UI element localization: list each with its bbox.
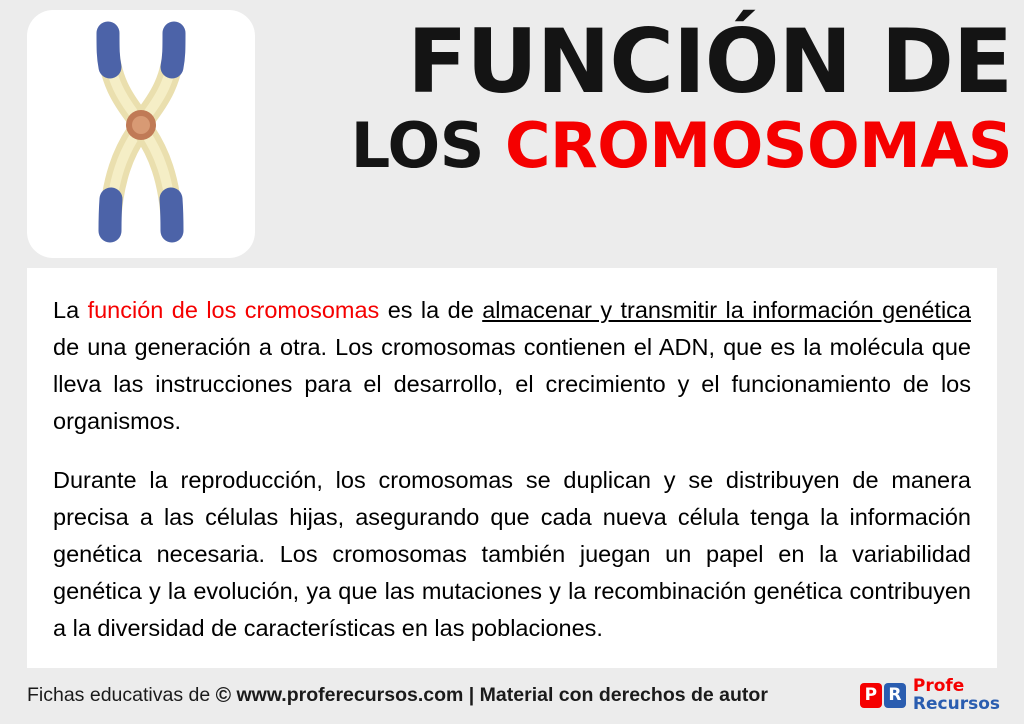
copyright-icon: © [215,684,232,707]
p1-seg-3: es la de [379,297,483,323]
brand-word-profe: Profe [912,676,965,696]
brand-letter-r: R [884,683,906,708]
footer-site-link[interactable]: www.proferecursos.com [236,684,464,706]
title-line-2-prefix: LOS [350,109,505,182]
brand-logo[interactable] [860,678,1000,713]
brand-letter-p: P [860,683,882,708]
paragraph-2: Durante la reproducción, los cromosomas se duplican y se distribuyen de manera precisa a las células hijas, asegurando que cada nueva célula tenga la información genética necesaria. Los cromosomas también juegan un papel en la variabilidad genética y la evolución, ya que las mutaciones y la recombinación genética contribuyen a la diversidad de características en las poblaciones. [53,467,971,641]
brand-mark [860,683,906,708]
header [0,0,1024,268]
p1-seg-5: de una generación a otra. Los cromosomas contienen el ADN, que es la molécula que lleva las instrucciones para el desarrollo, el crecimiento y el funcionamiento de los organismos. [53,334,971,434]
content-card [27,268,997,668]
title-line-2 [272,110,1012,182]
title-line-2-accent: CROMOSOMAS [504,109,1012,182]
brand-wordmark [913,678,1000,713]
p1-highlight-underline: almacenar y transmitir la información genética [482,297,971,323]
p1-highlight-red: función de los cromosomas [87,297,380,323]
paragraph-1 [53,292,971,440]
title-line-1: FUNCIÓN DE [407,10,1012,113]
page-title [272,10,1012,182]
chromosome-icon-card [27,10,255,258]
footer-separator: | [468,684,475,706]
chromosome-icon [66,19,216,249]
footer-credit [27,684,768,708]
footer-rights: Material con derechos de autor [479,684,768,706]
footer-prefix: Fichas educativas de [27,684,211,706]
brand-word-recursos: Recursos [912,694,1000,714]
footer [0,676,1024,724]
p1-seg-1: La [53,297,88,323]
